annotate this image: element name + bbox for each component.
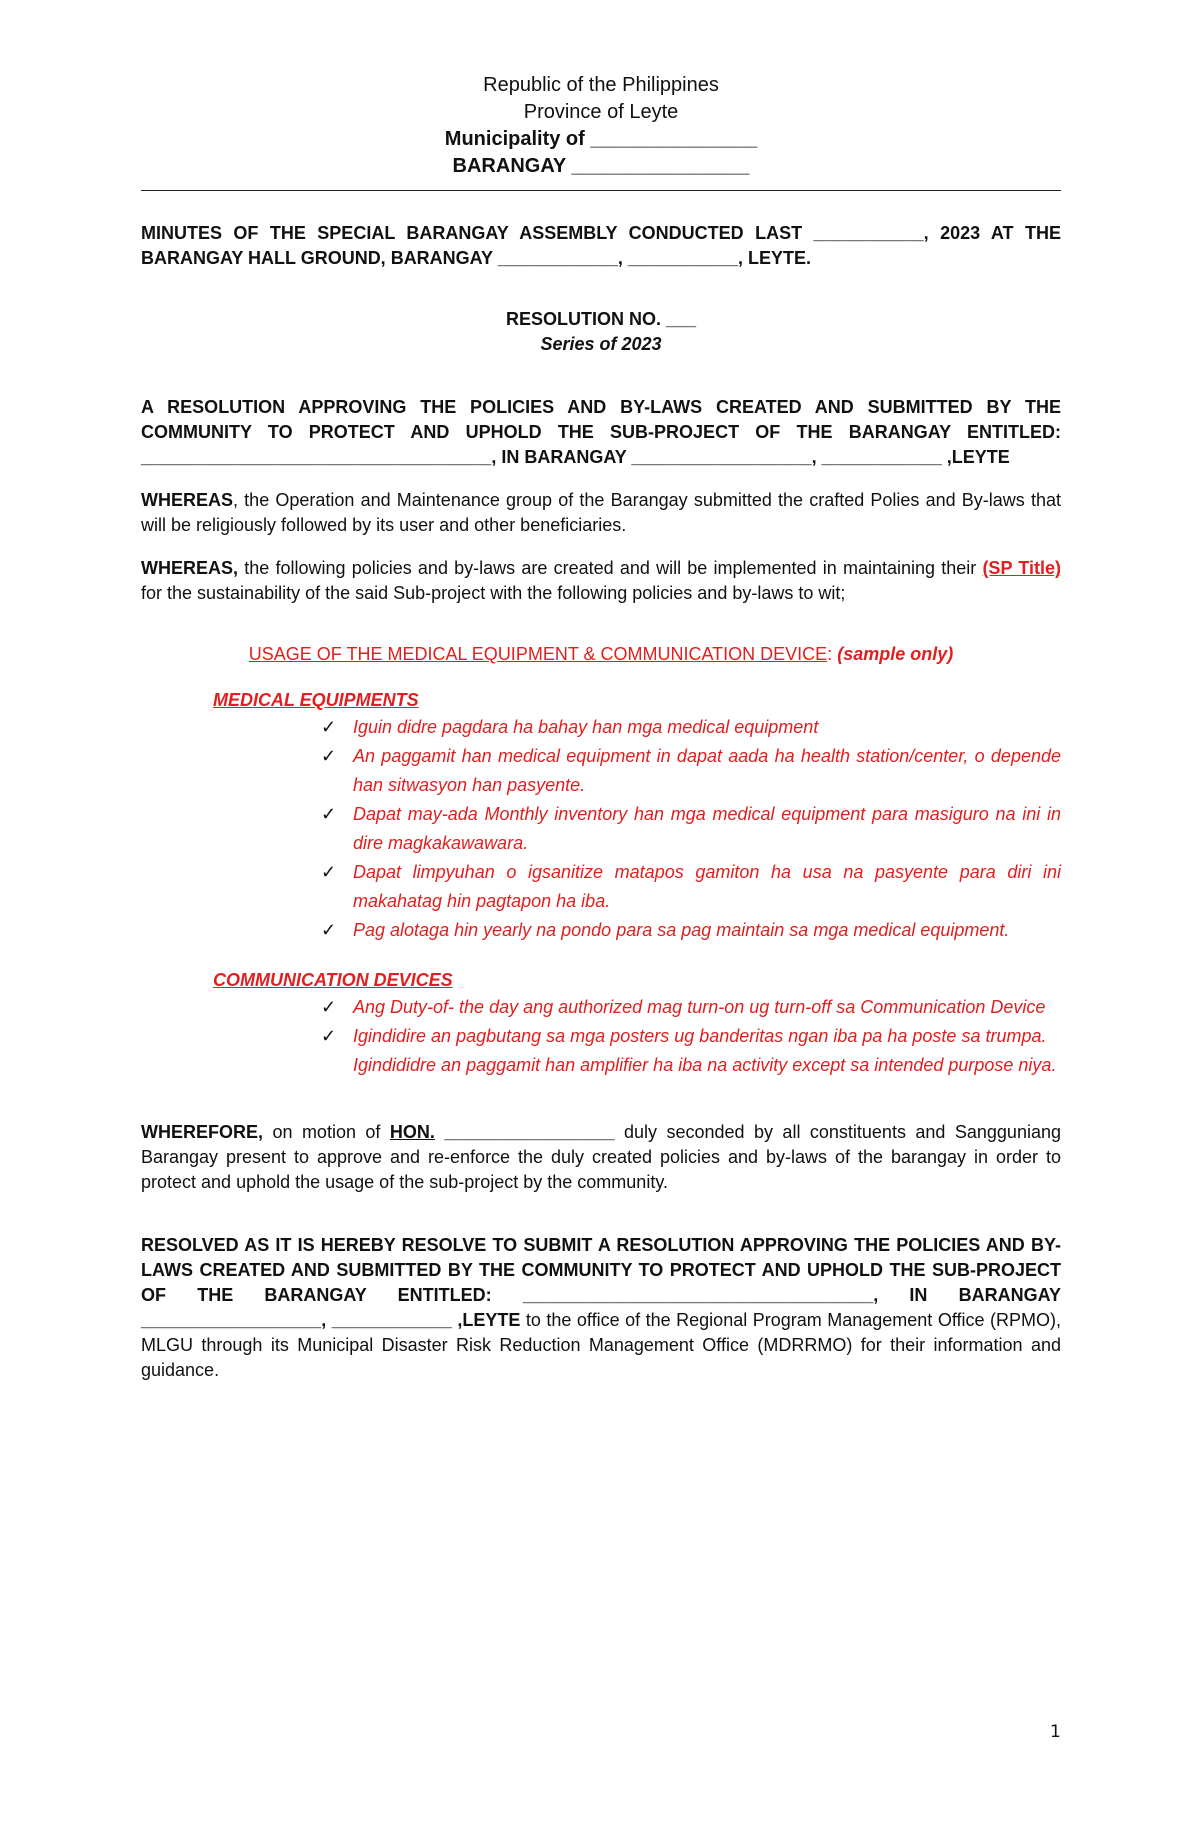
minutes-heading: MINUTES OF THE SPECIAL BARANGAY ASSEMBLY CONDUCTED LAST ___________, 2023 AT THE BARANGAY HALL GROUND, BARANGAY ____________, ___________, LEYTE. — [141, 223, 1061, 268]
document-page — [141, 72, 1061, 1383]
wherefore-lead: WHEREFORE, — [141, 1122, 264, 1142]
list-item: ✓ Pag alotaga hin yearly na pondo para sa pag maintain sa mga medical equipment. — [353, 916, 1061, 945]
checkmark-icon: ✓ — [321, 1026, 337, 1046]
list-item: Igindididre an paggamit han amplifier ha iba na activity except sa intended purpose niya. — [353, 1055, 1057, 1075]
wherefore-paragraph: WHEREFORE, on motion of HON. _________________ duly seconded by all constituents and Sangguniang Barangay present to approve and re-enforce the duly created policies and by-laws of the barangay in order to protect and uphold the usage of the sub-project by the community. — [141, 1122, 1061, 1192]
page-number: 1 — [1050, 1722, 1061, 1742]
communication-devices-list — [321, 993, 1061, 1080]
usage-heading-text: USAGE OF THE MEDICAL EQUIPMENT & COMMUNICATION DEVICE — [248, 644, 828, 664]
checkmark-icon: ✓ — [321, 804, 337, 824]
header-province: Province of Leyte — [523, 101, 679, 123]
resolved-paragraph: RESOLVED AS IT IS HEREBY RESOLVE TO SUBMIT A RESOLUTION APPROVING THE POLICIES AND BY-LAWS CREATED AND SUBMITTED BY THE COMMUNITY TO PROTECT AND UPHOLD THE SUB-PROJECT OF THE BARANGAY ENTITLED: ___________________________________, IN BARANGAY __________________, ____________ ,LEYTE to the office of the Regional Program Management Office (RPMO), MLGU through its Municipal Disaster Risk Reduction Management Office (MDRRMO) for their information and guidance. — [141, 1235, 1061, 1380]
header-republic: Republic of the Philippines — [483, 74, 719, 96]
list-item: ✓ An paggamit han medical equipment in dapat aada ha health station/center, o depende han sitwasyon han pasyente. — [353, 742, 1061, 800]
list-item: ✓ Dapat may-ada Monthly inventory han mga medical equipment para masiguro na ini in dire magkakawawara. — [353, 800, 1061, 858]
hon-label: HON. — [389, 1122, 435, 1142]
medical-equipments-list — [321, 713, 1061, 945]
resolution-title: A RESOLUTION APPROVING THE POLICIES AND BY-LAWS CREATED AND SUBMITTED BY THE COMMUNITY TO PROTECT AND UPHOLD THE SUB-PROJECT OF THE BARANGAY ENTITLED: ___________________________________, IN BARANGAY __________________, ____________ ,LEYTE — [141, 397, 1061, 467]
header-municipality: Municipality of _______________ — [444, 128, 758, 150]
usage-heading-colon: : — [827, 644, 833, 664]
header-divider — [141, 190, 1061, 191]
checkmark-icon: ✓ — [321, 920, 337, 940]
list-item: ✓ Igindidire an pagbutang sa mga posters ug banderitas ngan iba pa ha poste sa trumpa. — [353, 1022, 1061, 1051]
list-item: ✓ Dapat limpyuhan o igsanitize matapos gamiton ha usa na pasyente para diri ini makahatag hin pagtapon ha iba. — [353, 858, 1061, 916]
list-item: ✓ Ang Duty-of- the day ang authorized mag turn-on ug turn-off sa Communication Device — [353, 993, 1061, 1022]
checkmark-icon: ✓ — [321, 717, 337, 737]
sp-title-placeholder: (SP Title) — [982, 558, 1061, 578]
communication-devices-heading: COMMUNICATION DEVICES — [213, 970, 453, 990]
sample-note: (sample only) — [837, 644, 954, 664]
resolved-lead: RESOLVED AS IT IS HEREBY RESOLVE TO SUBMIT A RESOLUTION APPROVING THE POLICIES AND BY-LAWS CREATED AND SUBMITTED BY THE COMMUNITY TO PROTECT AND UPHOLD THE SUB-PROJECT OF THE BARANGAY ENTITLED: ___________________________________, IN BARANGAY __________________, ____________ ,LEYTE — [141, 1235, 1061, 1330]
checkmark-icon: ✓ — [321, 862, 337, 882]
resolution-number: RESOLUTION NO. ___ — [505, 309, 697, 329]
whereas-text: the following policies and by-laws are created and will be implemented in maintaining their — [238, 558, 983, 578]
whereas-text: for the sustainability of the said Sub-project with the following policies and by-laws to wit; — [141, 583, 846, 603]
checkmark-icon: ✓ — [321, 997, 337, 1017]
whereas-paragraph-2 — [141, 556, 1061, 606]
list-item: ✓ Iguin didre pagdara ha bahay han mga medical equipment — [353, 713, 1061, 742]
header-barangay: BARANGAY ________________ — [452, 155, 750, 177]
resolution-series: Series of 2023 — [540, 334, 662, 354]
medical-equipments-heading: MEDICAL EQUIPMENTS — [213, 690, 419, 710]
whereas-lead: WHEREAS — [141, 490, 234, 510]
checkmark-icon: ✓ — [321, 746, 337, 766]
usage-heading — [141, 642, 1061, 667]
whereas-lead: WHEREAS, — [141, 558, 239, 578]
resolution-number-block — [141, 307, 1061, 357]
letterhead — [141, 72, 1061, 180]
hon-blank: _________________ — [434, 1122, 615, 1142]
whereas-text: , the Operation and Maintenance group of the Barangay submitted the crafted Polies and By-laws that will be religiously followed by its user and other beneficiaries. — [141, 490, 1061, 535]
whereas-paragraph-1 — [141, 488, 1061, 538]
